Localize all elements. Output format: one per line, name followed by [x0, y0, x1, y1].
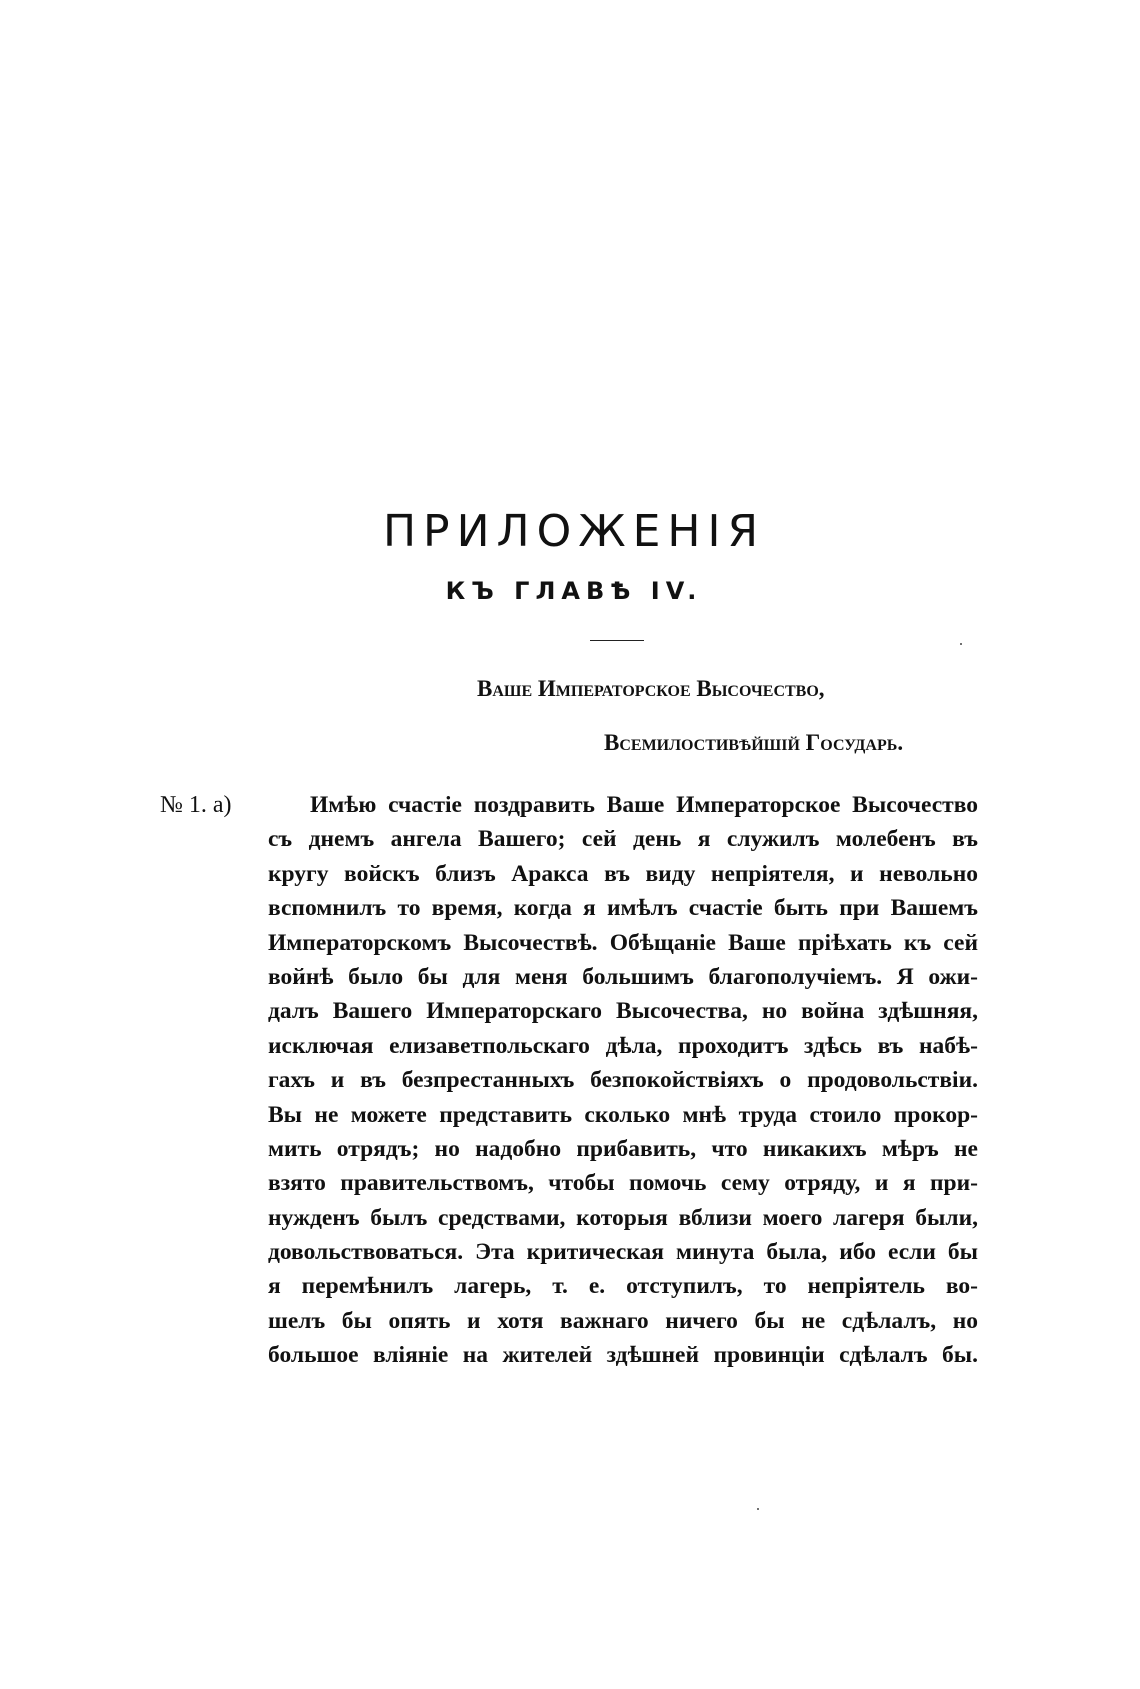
- text-line: гахъ и въ безпрестанныхъ безпокойствіяхъ о продовольствіи.: [268, 1067, 978, 1094]
- text-line: довольствоваться. Эта критическая минута была, ибо если бы: [268, 1239, 978, 1266]
- print-speck: [757, 1508, 759, 1510]
- text-line: мить отрядъ; но надобно прибавить, что никакихъ мѣръ не: [268, 1135, 978, 1162]
- text-line: Вы не можете представить сколько мнѣ труда стоило прокор-: [268, 1101, 978, 1128]
- text-line: исключая елизаветпольскаго дѣла, проходитъ здѣсь въ набѣ-: [268, 1032, 978, 1059]
- text-line: нужденъ былъ средствами, которыя вблизи моего лагеря были,: [268, 1204, 978, 1231]
- chapter-subtitle: КЪ ГЛАВѢ IV.: [445, 577, 703, 605]
- text-line: кругу войскъ близъ Аракса въ виду непріятеля, и невольно: [268, 860, 978, 887]
- text-line: вспомнилъ то время, когда я имѣлъ счастіе быть при Вашемъ: [268, 895, 978, 922]
- text-line: я перемѣнилъ лагерь, т. е. отступилъ, то непріятель во-: [268, 1273, 978, 1300]
- text-line: войнѣ было бы для меня большимъ благополучіемъ. Я ожи-: [268, 963, 978, 990]
- salutation-address: Ваше Императорское Высочество,: [477, 676, 825, 701]
- text-line: съ днемъ ангела Вашего; сей день я служилъ молебенъ въ: [268, 826, 978, 853]
- text-line: большое вліяніе на жителей здѣшней провинціи сдѣлалъ бы.: [268, 1342, 978, 1369]
- text-line: шелъ бы опять и хотя важнаго ничего бы не сдѣлалъ, но: [268, 1307, 978, 1334]
- text-line: Императорскомъ Высочествѣ. Обѣщаніе Ваше пріѣхать къ сей: [268, 929, 978, 956]
- document-number: № 1. а): [160, 792, 232, 818]
- text-line: Имѣю счастіе поздравить Ваше Императорское Высочество: [310, 792, 978, 818]
- title-divider: [590, 640, 644, 641]
- page-title: ПРИЛОЖЕНІЯ: [382, 506, 766, 557]
- text-line: взято правительствомъ, чтобы помочь сему отряду, и я при-: [268, 1170, 978, 1197]
- print-speck: [960, 643, 962, 645]
- salutation-title: Всемилостивѣйшій Государь.: [604, 730, 904, 755]
- text-line: далъ Вашего Императорскаго Высочества, но война здѣшняя,: [268, 998, 978, 1025]
- letter-body: [268, 790, 978, 1375]
